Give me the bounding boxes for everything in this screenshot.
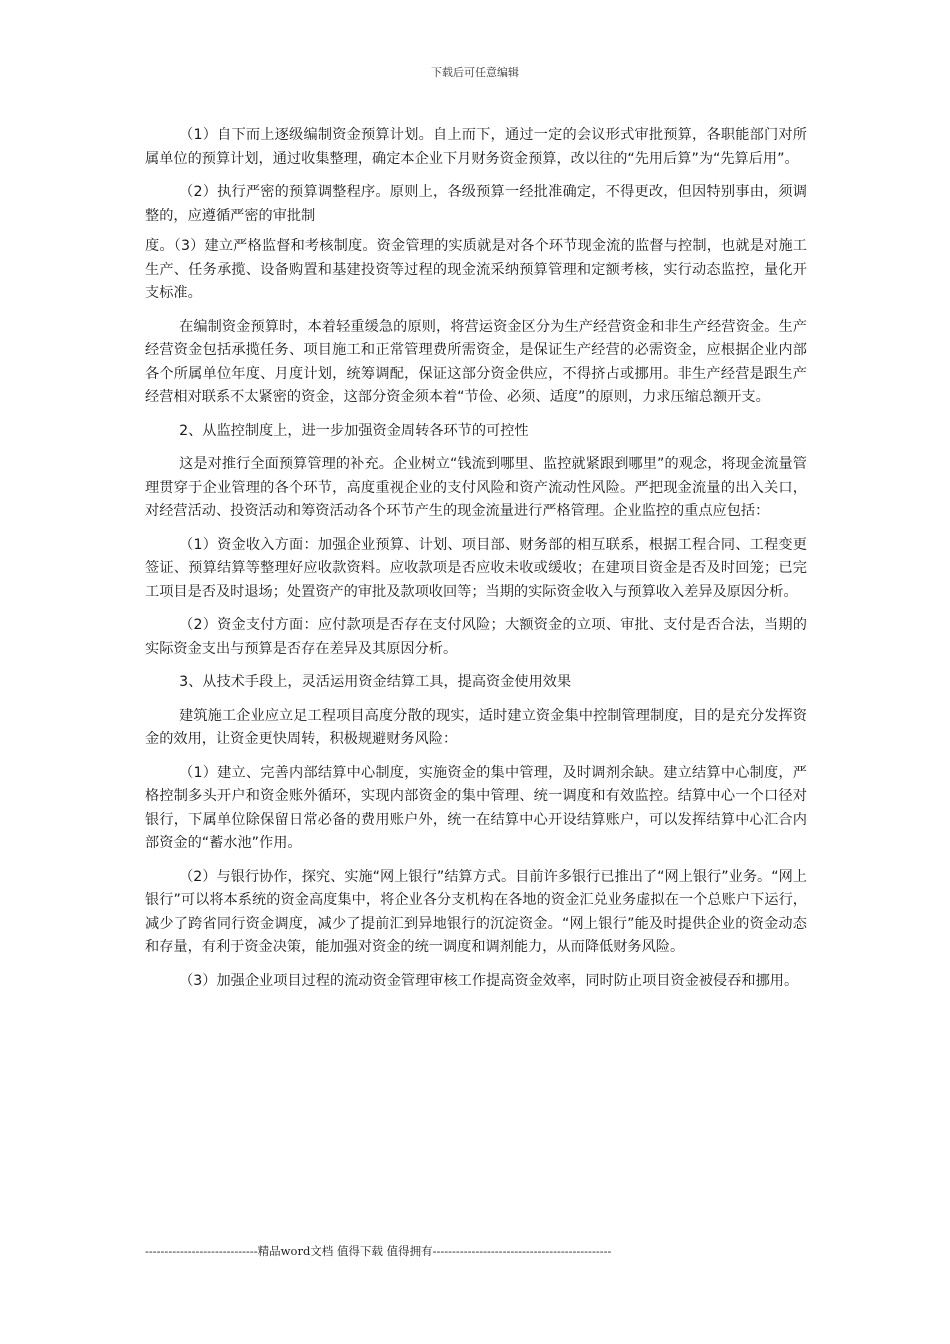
paragraph-settlement-intro: 建筑施工企业应立足工程项目高度分散的现实，适时建立资金集中控制管理制度，目的是充分发挥资金的效用，让资金更快周转，积极规避财务风险： [145,707,807,747]
paragraph-online-banking: （2）与银行协作，探究、实施“网上银行”结算方式。目前许多银行已推出了“网上银行”业务。“网上银行”可以将本系统的资金高度集中，将企业各分支机构在各地的资金汇兑业务虚拟在一个总账户下运行，减少了跨省同行资金调度，减少了提前汇到异地银行的沉淀资金。“网上银行”能及时提供企业的资金动态和存量，有利于资金决策，能加强对资金的统一调度和调剂能力，从而降低财务风险。 [145,868,807,955]
document-body [145,124,807,1003]
paragraph-fund-income: （1）资金收入方面：加强企业预算、计划、项目部、财务部的相互联系，根据工程合同、工程变更签证、预算结算等整理好应收款资料。应收款项是否应收未收或缓收；在建项目资金是否及时回笼；已完工项目是否及时退场；处置资产的审批及款项收回等；当期的实际资金收入与预算收入差异及原因分析。 [145,536,807,600]
paragraph-budget-bottom-up: （1）自下而上逐级编制资金预算计划。自上而下，通过一定的会议形式审批预算，各职能部门对所属单位的预算计划，通过收集整理，确定本企业下月财务资金预算，改以往的“先用后算”为“先算后用”。 [145,127,807,167]
paragraph-monitoring-intro: 这是对推行全面预算管理的补充。企业树立“钱流到哪里、监控就紧跟到哪里”的观念，将现金流量管理贯穿于企业管理的各个环节，高度重视企业的支付风险和资产流动性风险。严把现金流量的出入关口，对经营活动、投资活动和筹资活动各个环节产生的现金流量进行严格管理。企业监控的重点应包括： [145,456,807,519]
section-heading-settlement-tools: 3、从技术手段上，灵活运用资金结算工具，提高资金使用效果 [179,674,572,690]
section-heading-monitoring: 2、从监控制度上，进一步加强资金周转各环节的可控性 [179,422,529,439]
paragraph-fund-payment: （2）资金支付方面：应付款项是否存在支付风险；大额资金的立项、审批、支付是否合法，当期的实际资金支出与预算是否存在差异及其原因分析。 [145,617,807,657]
paragraph-budget-adjustment: （2）执行严密的预算调整程序。原则上，各级预算一经批准确定，不得更改，但因特别事由，须调整的，应遵循严密的审批制 [145,184,807,224]
paragraph-supervision-assessment: 度。（3）建立严格监督和考核制度。资金管理的实质就是对各个环节现金流的监督与控制，也就是对施工生产、任务承揽、设备购置和基建投资等过程的现金流采纳预算管理和定额考核，实行动态监控，量化开支标准。 [145,238,807,301]
paragraph-budget-priority: 在编制资金预算时，本着轻重缓急的原则，将营运资金区分为生产经营资金和非生产经营资金。生产经营资金包括承揽任务、项目施工和正常管理费所需资金，是保证生产经营的必需资金，应根据企业内部各个所属单位年度、月度计划，统筹调配，保证这部分资金供应，不得挤占或挪用。非生产经营是跟生产经营相对联系不太紧密的资金，这部分资金须本着“节俭、必须、适度”的原则，力求压缩总额开支。 [145,318,807,405]
page-header: 下载后可任意编辑 [431,66,519,79]
paragraph-settlement-center: （1）建立、完善内部结算中心制度，实施资金的集中管理，及时调剂余缺。建立结算中心制度，严格控制多头开户和资金账外循环，实现内部资金的集中管理、统一调度和有效监控。结算中心一个口径对银行，下属单位除保留日常必备的费用账户外，统一在结算中心开设结算账户，可以发挥结算中心汇合内部资金的“蓄水池”作用。 [145,764,807,851]
page-footer: -----------------------------精品word文档 值得下载 值得拥有---------------------------------------------- [145,1244,612,1258]
paragraph-working-capital-audit: （3）加强企业项目过程的流动资金管理审核工作提高资金效率，同时防止项目资金被侵吞和挪用。 [179,972,799,989]
